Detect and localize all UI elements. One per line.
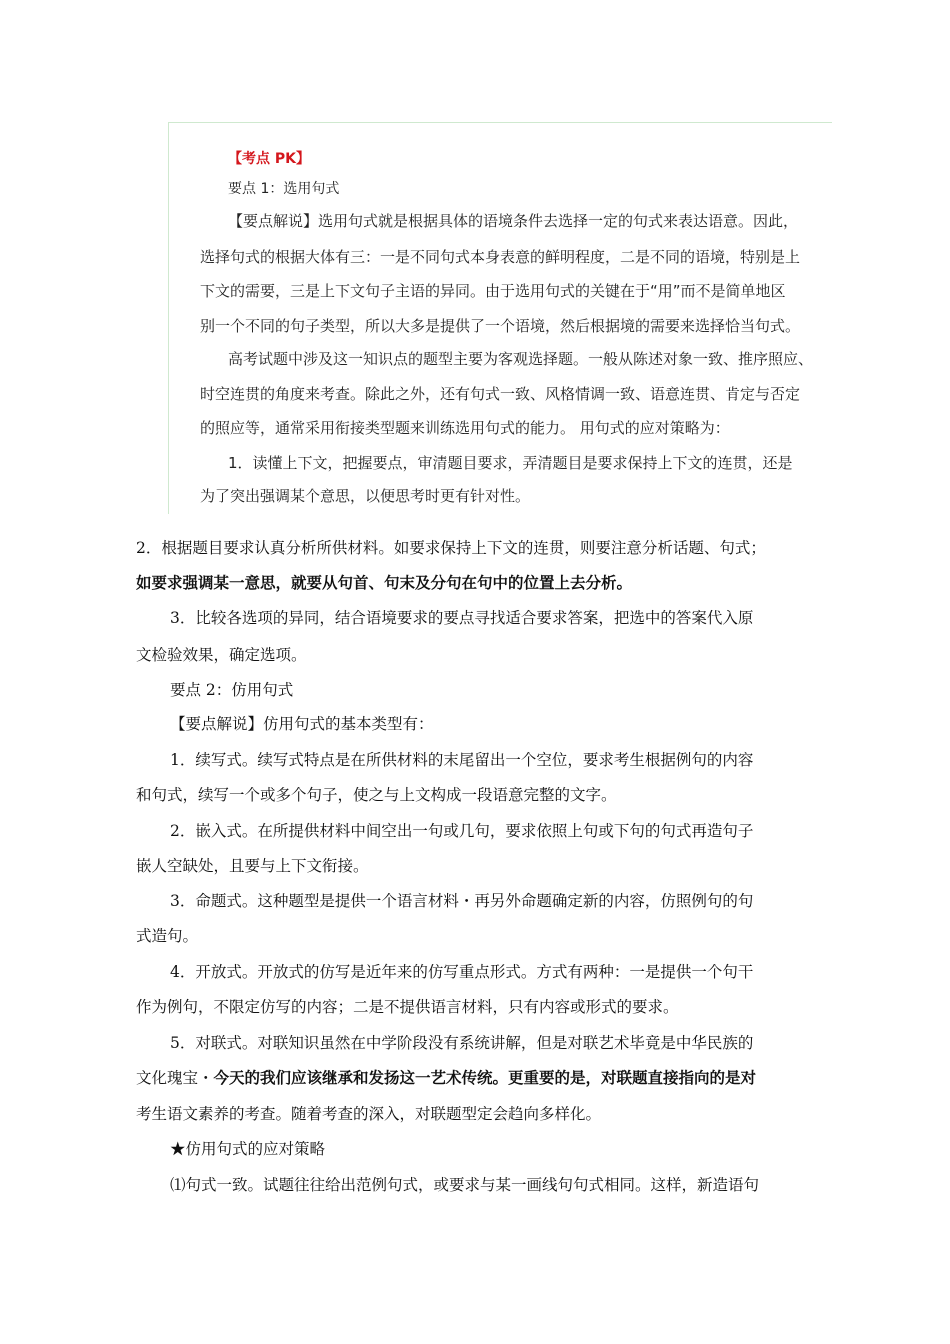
p3-line2: 文检验效果，确定选项。 <box>136 646 307 664</box>
type3-line2: 式造句。 <box>136 927 199 945</box>
type5-line2-bold: 今天的我们应该继承和发扬这一艺术传统。更重要的是，对联题直接指向的是对 <box>213 1068 757 1087</box>
screenshot-left-border <box>168 122 169 514</box>
screenshot-line-2: 选择句式的根据大体有三：一是不同句式本身表意的鲜明程度，二是不同的语境，特别是上 <box>200 248 801 266</box>
type5-line2-plain: 文化瑰宝・ <box>136 1069 214 1087</box>
type4-line1: 4．开放式。开放式的仿写是近年来的仿写重点形式。方式有两种：一是提供一个句干 <box>170 963 754 981</box>
type5-line2 <box>136 1068 816 1088</box>
type5-line1: 5．对联式。对联知识虽然在中学阶段没有系统讲解，但是对联艺术毕竟是中华民族的 <box>170 1034 754 1052</box>
screenshot-line-1: 【要点解说】选用句式就是根据具体的语境条件去选择一定的句式来表达语意。因此， <box>228 212 799 230</box>
type4-line2: 作为例句，不限定仿写的内容；二是不提供语言材料，只有内容或形式的要求。 <box>136 998 679 1016</box>
type2-line1: 2．嵌入式。在所提供材料中间空出一句或几句，要求依照上句或下句的句式再造句子 <box>170 822 754 840</box>
screenshot-line-8: 1．读懂上下文，把握要点，审清题目要求，弄清题目是要求保持上下文的连贯，还是 <box>228 454 793 472</box>
point2-intro: 【要点解说】仿用句式的基本类型有： <box>170 715 434 733</box>
point1-title: 要点 1：选用句式 <box>228 181 340 197</box>
strategy1-line1: ⑴句式一致。试题往往给出范例句式，或要求与某一画线句句式相同。这样，新造语句 <box>170 1176 760 1194</box>
type1-line1: 1．续写式。续写式特点是在所供材料的末尾留出一个空位，要求考生根据例句的内容 <box>170 751 754 769</box>
p3-line1: 3．比较各选项的异同，结合语境要求的要点寻找适合要求答案，把选中的答案代入原 <box>170 609 754 627</box>
p2-line1: 2．根据题目要求认真分析所供材料。如要求保持上下文的连贯，则要注意分析话题、句式； <box>136 539 766 557</box>
point2-title: 要点 2：仿用句式 <box>170 681 294 699</box>
type5-line3: 考生语文素养的考查。随着考查的深入，对联题型定会趋向多样化。 <box>136 1105 602 1123</box>
type1-line2: 和句式，续写一个或多个句子，使之与上文构成一段语意完整的文字。 <box>136 786 617 804</box>
screenshot-line-5: 高考试题中涉及这一知识点的题型主要为客观选择题。一般从陈述对象一致、推序照应、 <box>228 350 814 368</box>
screenshot-line-9: 为了突出强调某个意思，以便思考时更有针对性。 <box>200 487 531 505</box>
screenshot-line-7: 的照应等，通常采用衔接类型题来训练选用句式的能力。 用句式的应对策略为： <box>200 419 730 437</box>
type3-line1: 3．命题式。这种题型是提供一个语言材料・再另外命题确定新的内容，仿照例句的句 <box>170 892 754 910</box>
strategy-title: ★仿用句式的应对策略 <box>170 1140 326 1158</box>
p2-line2: 如要求强调某一意思，就要从句首、句末及分句在句中的位置上去分析。 <box>136 573 633 592</box>
type2-line2: 嵌人空缺处，且要与上下文衔接。 <box>136 857 369 875</box>
screenshot-line-6: 时空连贯的角度来考查。除此之外，还有句式一致、风格情调一致、语意连贯、肯定与否定 <box>200 385 801 403</box>
screenshot-top-border <box>168 122 832 123</box>
embedded-screenshot <box>168 122 832 514</box>
kaodian-pk-heading: 【考点 PK】 <box>228 151 310 167</box>
screenshot-line-4: 别一个不同的句子类型，所以大多是提供了一个语境，然后根据境的需要来选择恰当句式。 <box>200 317 801 335</box>
screenshot-line-3: 下文的需要，三是上下文句子主语的异同。由于选用句式的关键在于“用”而不是简单地区 <box>200 282 786 300</box>
